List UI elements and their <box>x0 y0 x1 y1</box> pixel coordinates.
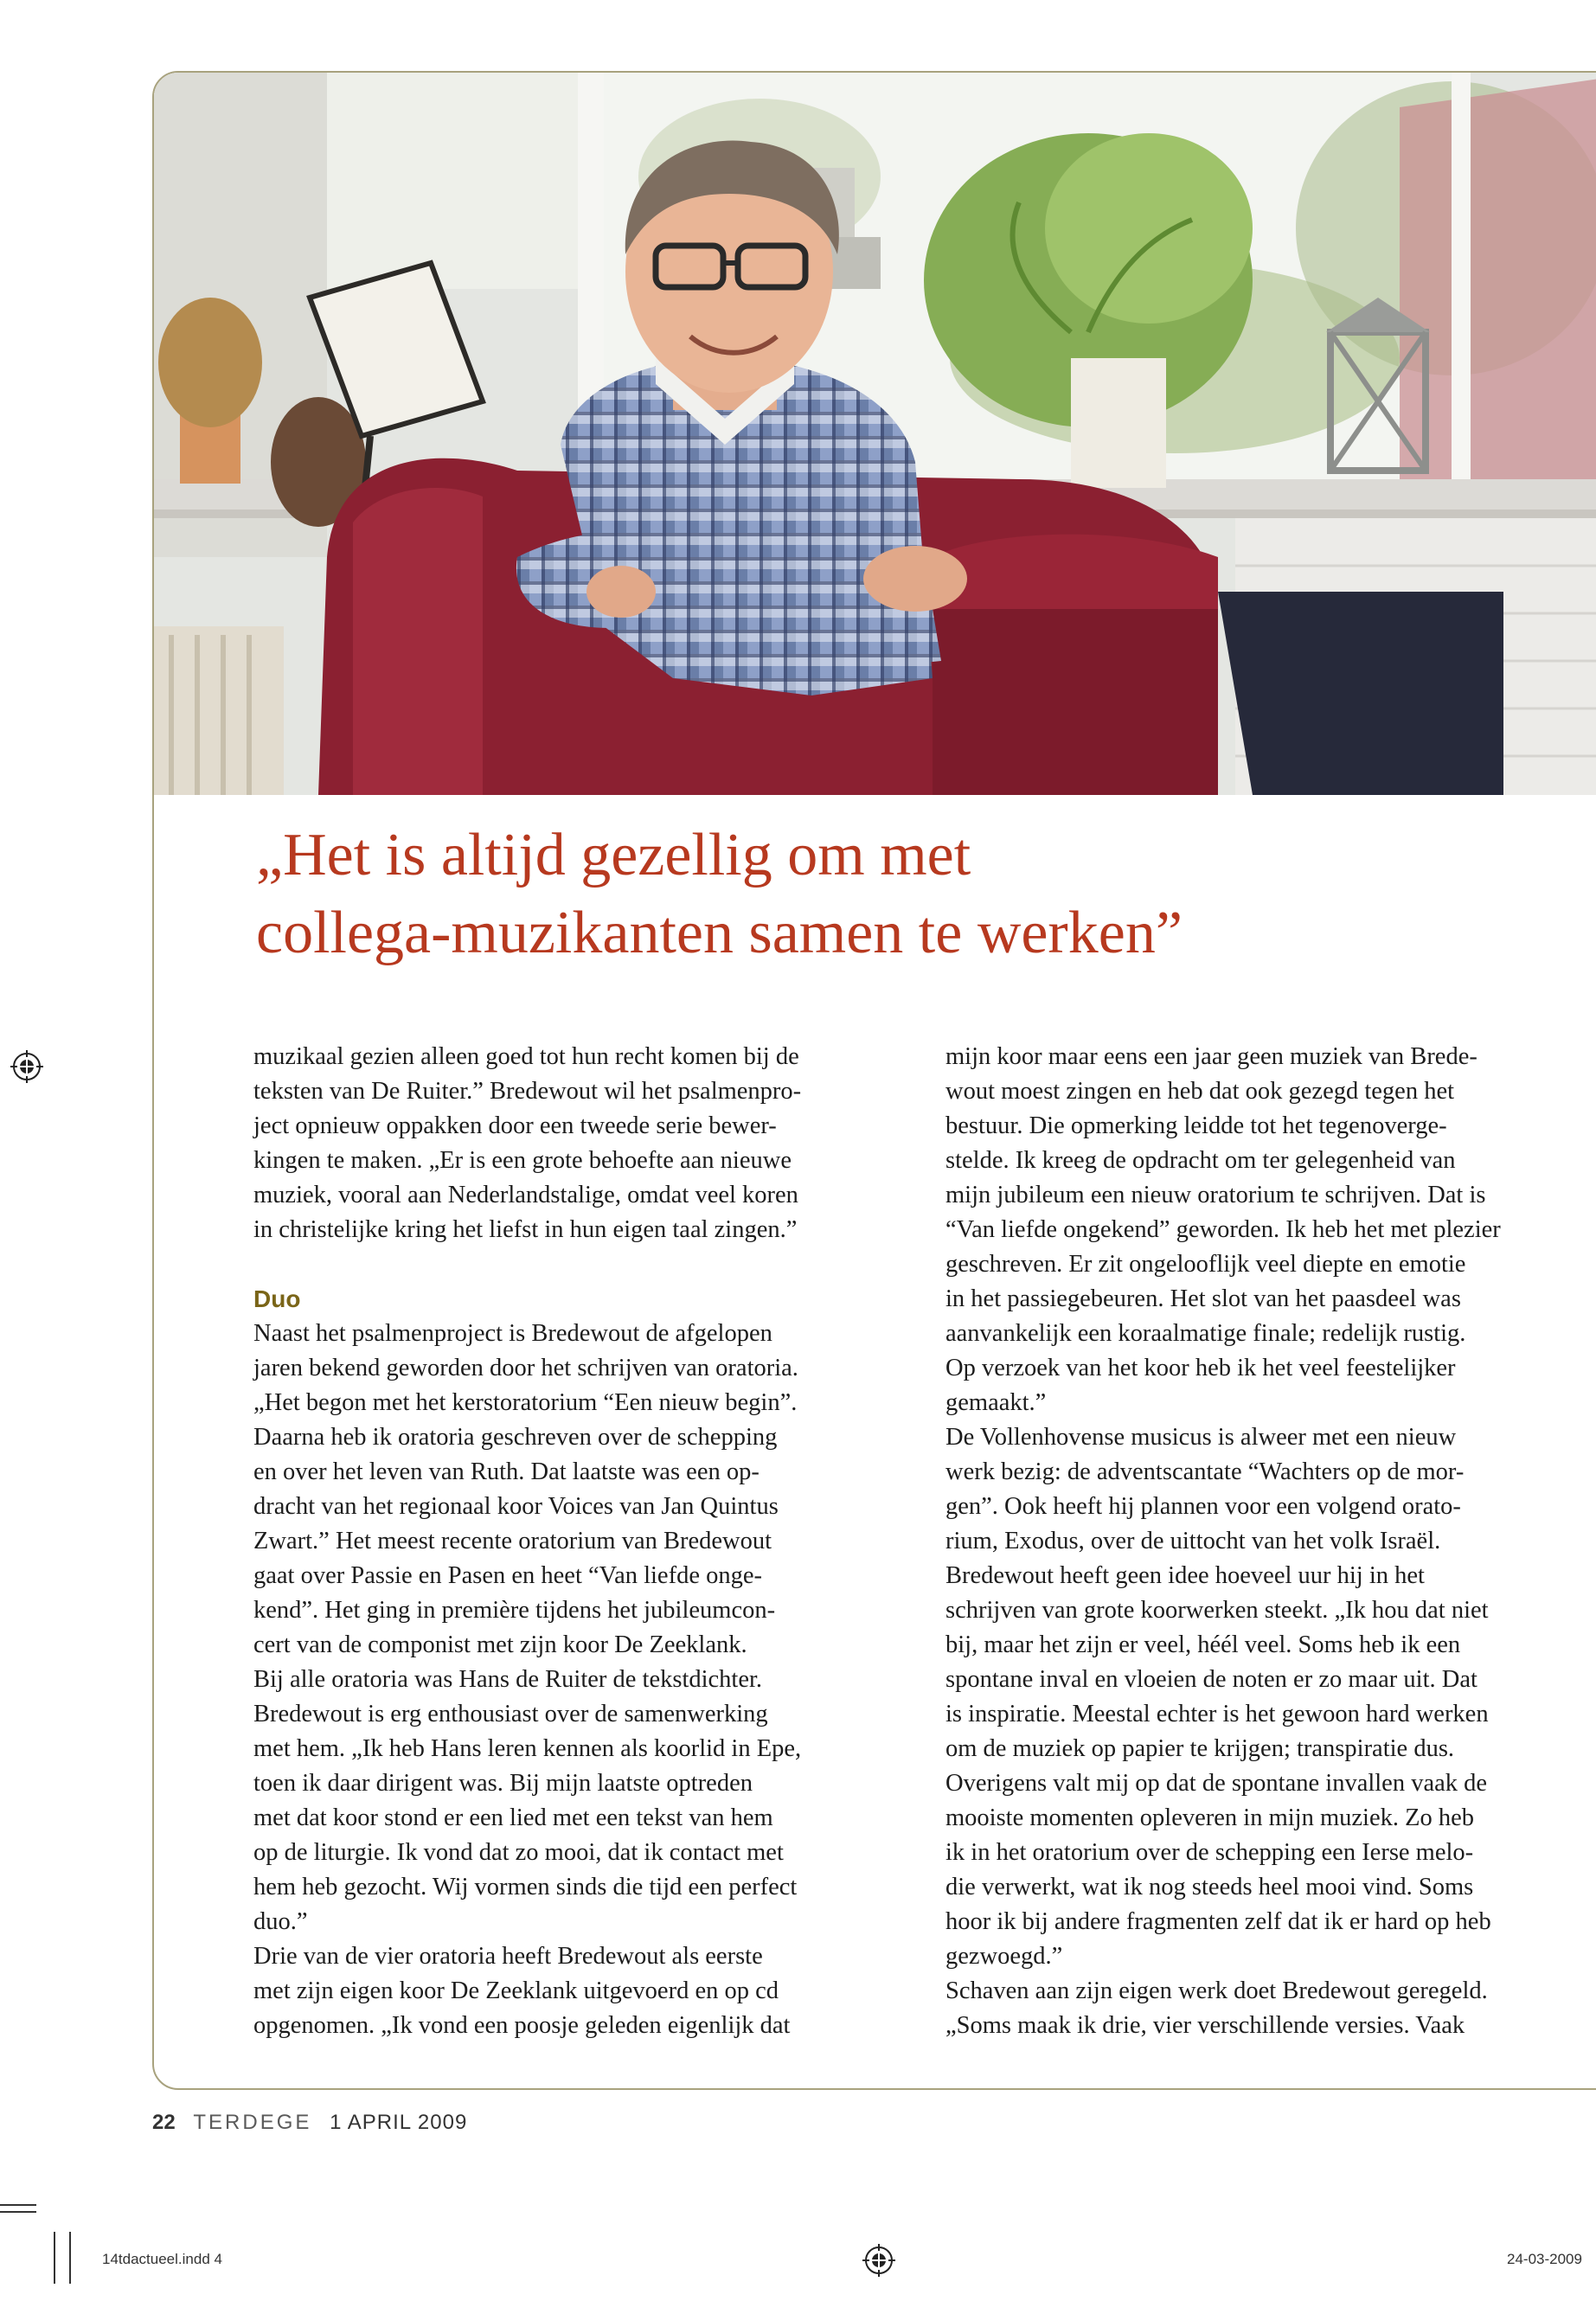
text-line: Overigens valt mij op dat de spontane invallen vaak de <box>945 1770 1488 1797</box>
text-line: dracht van het regionaal koor Voices van Jan Quintus <box>253 1493 779 1520</box>
text-line: ik in het oratorium over de schepping een Ierse melo- <box>945 1839 1474 1866</box>
crop-mark <box>0 2211 36 2213</box>
text-line: Zwart.” Het meest recente oratorium van Bredewout <box>253 1528 772 1554</box>
text-line: cert van de componist met zijn koor De Zeeklank. <box>253 1631 747 1658</box>
text-line: hem heb gezocht. Wij vormen sinds die tijd een perfect <box>253 1874 798 1900</box>
crop-mark <box>54 2232 55 2284</box>
slug-date: 24-03-2009 <box>1507 2251 1582 2267</box>
text-line: duo.” <box>253 1908 308 1935</box>
left-column <box>253 1040 911 2043</box>
registration-mark-icon <box>862 2244 895 2277</box>
text-line: Schaven aan zijn eigen werk doet Bredewout geregeld. <box>945 1977 1488 2004</box>
text-line: ject opnieuw oppakken door een tweede serie bewer- <box>253 1112 777 1139</box>
page-number: 22 <box>152 2111 176 2134</box>
crop-mark <box>0 2204 36 2206</box>
text-line: „Soms maak ik drie, vier verschillende versies. Vaak <box>945 2012 1465 2039</box>
text-line: schrijven van grote koorwerken steekt. „Ik hou dat niet <box>945 1597 1489 1624</box>
text-line: jaren bekend geworden door het schrijven van oratoria. <box>253 1355 798 1381</box>
text-line: in christelijke kring het liefst in hun eigen taal zingen.” <box>253 1216 798 1243</box>
text-line: kingen te maken. „Er is een grote behoefte aan nieuwe <box>253 1147 792 1174</box>
registration-mark-icon <box>10 1050 43 1083</box>
text-line: toen ik daar dirigent was. Bij mijn laatste optreden <box>253 1770 753 1797</box>
headline-line: collega-muzikanten samen te werken” <box>256 900 1183 966</box>
text-line: in het passiegebeuren. Het slot van het paasdeel was <box>945 1285 1461 1312</box>
magazine-name: TERDEGE <box>193 2111 312 2134</box>
text-line: en over het leven van Ruth. Dat laatste was een op- <box>253 1458 760 1485</box>
text-line: stelde. Ik kreeg de opdracht om ter gelegenheid van <box>945 1147 1456 1174</box>
text-line: met dat koor stond er een lied met een tekst van hem <box>253 1804 773 1831</box>
text-line: gen”. Ook heeft hij plannen voor een volgend orato- <box>945 1493 1461 1520</box>
crop-mark <box>69 2232 71 2284</box>
text-line: kend”. Het ging in première tijdens het jubileumcon- <box>253 1597 776 1624</box>
text-line: Daarna heb ik oratoria geschreven over de schepping <box>253 1424 778 1451</box>
paragraph-gap <box>253 1247 911 1282</box>
text-line: op de liturgie. Ik vond dat zo mooi, dat ik contact met <box>253 1839 784 1866</box>
text-line: opgenomen. „Ik vond een poosje geleden eigenlijk dat <box>253 2012 791 2039</box>
article-panel <box>152 71 1596 2090</box>
slug-filename: 14tdactueel.indd 4 <box>102 2251 222 2267</box>
text-line: “Van liefde ongekend” geworden. Ik heb het met plezier <box>945 1216 1501 1243</box>
text-line: werk bezig: de adventscantate “Wachters op de mor- <box>945 1458 1465 1485</box>
text-line: Op verzoek van het koor heb ik het veel feestelijker <box>945 1355 1456 1381</box>
text-line: mooiste momenten opleveren in mijn muziek. Zo heb <box>945 1804 1475 1831</box>
text-line: met zijn eigen koor De Zeeklank uitgevoerd en op cd <box>253 1977 779 2004</box>
text-line: muziek, vooral aan Nederlandstalige, omdat veel koren <box>253 1182 798 1208</box>
text-line: mijn koor maar eens een jaar geen muziek van Brede- <box>945 1043 1477 1070</box>
text-line: De Vollenhovense musicus is alweer met een nieuw <box>945 1424 1457 1451</box>
text-line: aanvankelijk een koraalmatige finale; redelijk rustig. <box>945 1320 1466 1347</box>
text-line: is inspiratie. Meestal echter is het gewoon hard werken <box>945 1701 1489 1727</box>
subheading: Duo <box>253 1285 301 1312</box>
text-line: gaat over Passie en Pasen en heet “Van liefde onge- <box>253 1562 762 1589</box>
issue-date: 1 APRIL 2009 <box>330 2111 468 2134</box>
text-line: met hem. „Ik heb Hans leren kennen als koorlid in Epe, <box>253 1735 802 1762</box>
text-line: Naast het psalmenproject is Bredewout de afgelopen <box>253 1320 772 1347</box>
text-line: geschreven. Er zit ongelooflijk veel diepte en emotie <box>945 1251 1466 1278</box>
text-line: muzikaal gezien alleen goed tot hun recht komen bij de <box>253 1043 799 1070</box>
text-line: bij, maar het zijn er veel, héél veel. Soms heb ik een <box>945 1631 1461 1658</box>
text-line: die verwerkt, wat ik nog steeds heel mooi vind. Soms <box>945 1874 1474 1900</box>
headline-line: „Het is altijd gezellig om met <box>256 822 971 888</box>
text-line: teksten van De Ruiter.” Bredewout wil het psalmenpro- <box>253 1078 802 1105</box>
text-line: bestuur. Die opmerking leidde tot het tegenoverge- <box>945 1112 1447 1139</box>
text-line: rium, Exodus, over de uittocht van het volk Israël. <box>945 1528 1441 1554</box>
text-line: „Het begon met het kerstoratorium “Een nieuw begin”. <box>253 1389 798 1416</box>
text-line: gezwoegd.” <box>945 1943 1063 1970</box>
text-line: Drie van de vier oratoria heeft Bredewout als eerste <box>253 1943 763 1970</box>
text-line: gemaakt.” <box>945 1389 1047 1416</box>
right-column <box>945 1040 1596 2043</box>
text-line: wout moest zingen en heb dat ook gezegd tegen het <box>945 1078 1455 1105</box>
text-line: om de muziek op papier te krijgen; transpiratie dus. <box>945 1735 1455 1762</box>
portrait-photo <box>154 73 1596 795</box>
headline <box>256 817 1554 972</box>
text-line: spontane inval en vloeien de noten er zo maar uit. Dat <box>945 1666 1477 1693</box>
text-line: Bredewout is erg enthousiast over de samenwerking <box>253 1701 768 1727</box>
text-line: hoor ik bij andere fragmenten zelf dat ik er hard op heb <box>945 1908 1491 1935</box>
text-line: mijn jubileum een nieuw oratorium te schrijven. Dat is <box>945 1182 1486 1208</box>
text-line: Bredewout heeft geen idee hoeveel uur hij in het <box>945 1562 1425 1589</box>
folio <box>152 2111 467 2135</box>
text-line: Bij alle oratoria was Hans de Ruiter de tekstdichter. <box>253 1666 763 1693</box>
